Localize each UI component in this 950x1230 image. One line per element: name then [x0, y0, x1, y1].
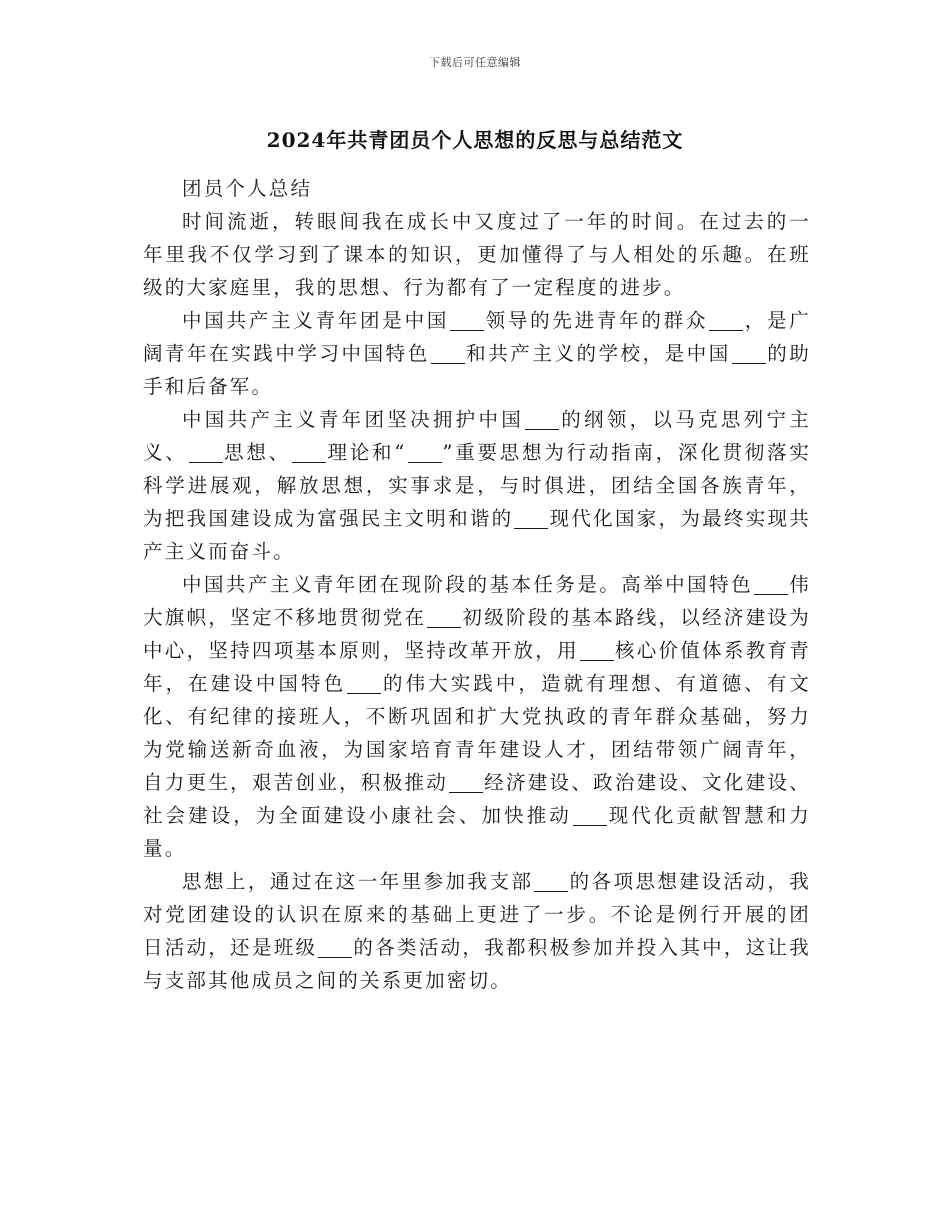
paragraph-text: 思想、	[223, 441, 291, 464]
document-body	[143, 172, 811, 997]
paragraph-text: 中国共产主义青年团在现阶段的基本任务是。高举中国特色	[182, 573, 754, 596]
fill-in-blank	[573, 824, 607, 826]
paragraph-text: ”重要思想为行动指南，深化贯彻落实科学进展观，解放思想，实事求是，与时俱进，团结全国各族青年，为把我国建设成为富强民主文明和谐的	[143, 441, 811, 530]
paragraph-text: 现代化国家，为最终实现共产主义而奋斗。	[143, 507, 811, 563]
fill-in-blank	[292, 461, 326, 463]
document-title: 2024年共青团员个人思想的反思与总结范文	[266, 128, 684, 152]
paragraph	[143, 865, 811, 997]
header-note: 下载后可任意编辑	[429, 56, 521, 69]
paragraph-text: 团员个人总结	[182, 177, 313, 200]
paragraph-text: 的各类活动，我都积极参加并投入其中，这让我与支部其他成员之间的关系更加密切。	[143, 936, 811, 992]
paragraph-text: 伟大旗帜，坚定不移地贯彻党在	[143, 573, 811, 629]
fill-in-blank	[189, 461, 223, 463]
fill-in-blank	[449, 791, 483, 793]
paragraph-text: 的助手和后备军。	[143, 342, 811, 398]
fill-in-blank	[580, 659, 614, 661]
fill-in-blank	[732, 362, 766, 364]
paragraph-text: 的纲领，以马克思列宁主义、	[143, 408, 811, 464]
paragraph-text: 现代化贡献智慧和力量。	[143, 804, 811, 860]
fill-in-blank	[754, 593, 788, 595]
paragraph-text: 领导的先进青年的群众	[485, 309, 709, 332]
paragraph-text: ，是广阔青年在实践中学习中国特色	[143, 309, 811, 365]
fill-in-blank	[427, 626, 461, 628]
paragraph	[143, 403, 811, 568]
fill-in-blank	[408, 461, 442, 463]
paragraph	[143, 304, 811, 403]
paragraph	[143, 568, 811, 865]
paragraph-text: 的伟大实践中，造就有理想、有道德、有文化、有纪律的接班人，不断巩固和扩大党执政的青年群众基础，努力为党输送新奇血液，为国家培育青年建设人才，团结带领广阔青年，自力更生，艰苦创业，积极推动	[143, 672, 811, 794]
paragraph	[143, 172, 811, 205]
fill-in-blank	[318, 956, 352, 958]
fill-in-blank	[431, 362, 465, 364]
paragraph-text: 经济建设、政治建设、文化建设、社会建设，为全面建设小康社会、加快推动	[143, 771, 811, 827]
paragraph-text: 初级阶段的基本路线，以经济建设为中心，坚持四项基本原则，坚持改革开放，用	[143, 606, 811, 662]
fill-in-blank	[525, 428, 559, 430]
paragraph-text: 中国共产主义青年团坚决拥护中国	[182, 408, 525, 431]
fill-in-blank	[534, 890, 568, 892]
paragraph	[143, 205, 811, 304]
paragraph-text: 的各项思想建设活动，我对党团建设的认识在原来的基础上更进了一步。不论是例行开展的团日活动，还是班级	[143, 870, 811, 959]
paragraph-text: 中国共产主义青年团是中国	[182, 309, 450, 332]
fill-in-blank	[709, 329, 743, 331]
paragraph-text: 时间流逝，转眼间我在成长中又度过了一年的时间。在过去的一年里我不仅学习到了课本的知识，更加懂得了与人相处的乐趣。在班级的大家庭里，我的思想、行为都有了一定程度的进步。	[143, 210, 811, 299]
fill-in-blank	[514, 527, 548, 529]
paragraph-text: 和共产主义的学校，是中国	[465, 342, 731, 365]
paragraph-text: 理论和“	[326, 441, 407, 464]
paragraph-text: 思想上，通过在这一年里参加我支部	[182, 870, 534, 893]
fill-in-blank	[347, 692, 381, 694]
paragraph-text: 核心价值体系教育青年，在建设中国特色	[143, 639, 811, 695]
fill-in-blank	[450, 329, 484, 331]
